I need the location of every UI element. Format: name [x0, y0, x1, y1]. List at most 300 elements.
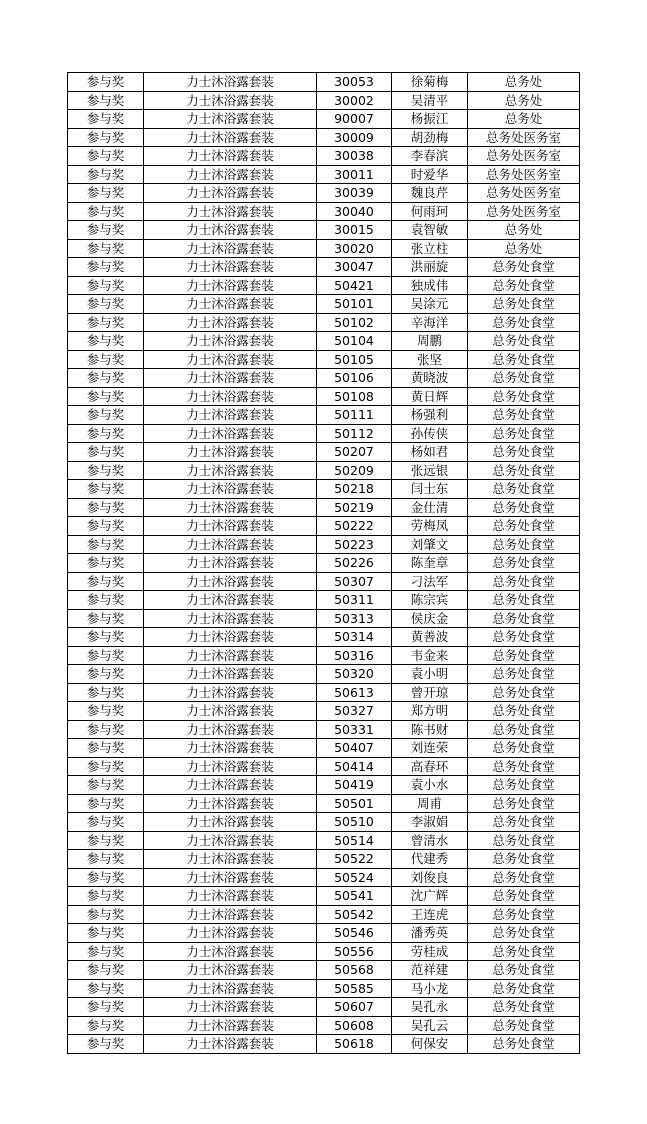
table-row	[68, 776, 580, 795]
employee-id-cell: 50327	[317, 702, 392, 721]
employee-id-cell: 30002	[317, 91, 392, 110]
department-cell: 总务处	[468, 239, 580, 258]
name-cell: 潘秀英	[392, 924, 468, 943]
name-cell: 袁智敏	[392, 221, 468, 240]
award-cell: 参与奖	[68, 998, 144, 1017]
name-cell: 李淑娟	[392, 813, 468, 832]
prize-cell: 力士沐浴露套装	[144, 554, 317, 573]
prize-cell: 力士沐浴露套装	[144, 776, 317, 795]
name-cell: 吴孔永	[392, 998, 468, 1017]
department-cell: 总务处食堂	[468, 998, 580, 1017]
prize-cell: 力士沐浴露套装	[144, 184, 317, 203]
table-row	[68, 720, 580, 739]
table-row	[68, 239, 580, 258]
name-cell: 杨如君	[392, 443, 468, 462]
prize-cell: 力士沐浴露套装	[144, 998, 317, 1017]
name-cell: 何雨珂	[392, 202, 468, 221]
table-row	[68, 1035, 580, 1054]
department-cell: 总务处食堂	[468, 1035, 580, 1054]
department-cell: 总务处食堂	[468, 517, 580, 536]
name-cell: 范祥建	[392, 961, 468, 980]
prize-cell: 力士沐浴露套装	[144, 202, 317, 221]
table-row	[68, 128, 580, 147]
name-cell: 洪丽旋	[392, 258, 468, 277]
table-row	[68, 961, 580, 980]
employee-id-cell: 50313	[317, 609, 392, 628]
prize-cell: 力士沐浴露套装	[144, 1016, 317, 1035]
name-cell: 刘肇文	[392, 535, 468, 554]
table-row	[68, 91, 580, 110]
employee-id-cell: 50219	[317, 498, 392, 517]
prize-cell: 力士沐浴露套装	[144, 73, 317, 92]
table-row	[68, 887, 580, 906]
name-cell: 独成伟	[392, 276, 468, 295]
prize-cell: 力士沐浴露套装	[144, 720, 317, 739]
employee-id-cell: 50501	[317, 794, 392, 813]
award-cell: 参与奖	[68, 295, 144, 314]
prize-cell: 力士沐浴露套装	[144, 517, 317, 536]
table-row	[68, 517, 580, 536]
name-cell: 杨强利	[392, 406, 468, 425]
prize-cell: 力士沐浴露套装	[144, 498, 317, 517]
prize-cell: 力士沐浴露套装	[144, 739, 317, 758]
employee-id-cell: 50222	[317, 517, 392, 536]
department-cell: 总务处食堂	[468, 979, 580, 998]
department-cell: 总务处	[468, 91, 580, 110]
award-cell: 参与奖	[68, 535, 144, 554]
table-row	[68, 794, 580, 813]
department-cell: 总务处食堂	[468, 757, 580, 776]
prize-cell: 力士沐浴露套装	[144, 295, 317, 314]
prize-cell: 力士沐浴露套装	[144, 110, 317, 129]
department-cell: 总务处食堂	[468, 813, 580, 832]
name-cell: 曾开琼	[392, 683, 468, 702]
award-cell: 参与奖	[68, 868, 144, 887]
department-cell: 总务处食堂	[468, 942, 580, 961]
department-cell: 总务处食堂	[468, 276, 580, 295]
award-cell: 参与奖	[68, 554, 144, 573]
department-cell: 总务处食堂	[468, 905, 580, 924]
table-row	[68, 406, 580, 425]
employee-id-cell: 50106	[317, 369, 392, 388]
employee-id-cell: 30047	[317, 258, 392, 277]
table-row	[68, 609, 580, 628]
award-cell: 参与奖	[68, 887, 144, 906]
department-cell: 总务处食堂	[468, 794, 580, 813]
employee-id-cell: 50320	[317, 665, 392, 684]
department-cell: 总务处食堂	[468, 720, 580, 739]
employee-id-cell: 50608	[317, 1016, 392, 1035]
table-row	[68, 221, 580, 240]
employee-id-cell: 50226	[317, 554, 392, 573]
prize-cell: 力士沐浴露套装	[144, 480, 317, 499]
name-cell: 徐菊梅	[392, 73, 468, 92]
name-cell: 代建秀	[392, 850, 468, 869]
award-cell: 参与奖	[68, 794, 144, 813]
prize-cell: 力士沐浴露套装	[144, 313, 317, 332]
employee-id-cell: 50421	[317, 276, 392, 295]
table-row	[68, 924, 580, 943]
department-cell: 总务处食堂	[468, 961, 580, 980]
award-cell: 参与奖	[68, 424, 144, 443]
table-row	[68, 813, 580, 832]
table-row	[68, 332, 580, 351]
department-cell: 总务处食堂	[468, 387, 580, 406]
award-cell: 参与奖	[68, 498, 144, 517]
department-cell: 总务处食堂	[468, 461, 580, 480]
award-cell: 参与奖	[68, 1035, 144, 1054]
department-cell: 总务处医务室	[468, 184, 580, 203]
award-cell: 参与奖	[68, 165, 144, 184]
department-cell: 总务处食堂	[468, 424, 580, 443]
table-row	[68, 461, 580, 480]
award-cell: 参与奖	[68, 239, 144, 258]
employee-id-cell: 50307	[317, 572, 392, 591]
award-cell: 参与奖	[68, 720, 144, 739]
prize-cell: 力士沐浴露套装	[144, 165, 317, 184]
award-cell: 参与奖	[68, 591, 144, 610]
award-cell: 参与奖	[68, 850, 144, 869]
employee-id-cell: 50510	[317, 813, 392, 832]
employee-id-cell: 50542	[317, 905, 392, 924]
name-cell: 金仕清	[392, 498, 468, 517]
department-cell: 总务处医务室	[468, 128, 580, 147]
name-cell: 陈奎章	[392, 554, 468, 573]
prize-cell: 力士沐浴露套装	[144, 332, 317, 351]
prize-cell: 力士沐浴露套装	[144, 350, 317, 369]
name-cell: 沈广辉	[392, 887, 468, 906]
table-row	[68, 369, 580, 388]
employee-id-cell: 50112	[317, 424, 392, 443]
table-row	[68, 350, 580, 369]
award-cell: 参与奖	[68, 776, 144, 795]
employee-id-cell: 30053	[317, 73, 392, 92]
table-row	[68, 942, 580, 961]
name-cell: 杨振江	[392, 110, 468, 129]
prize-cell: 力士沐浴露套装	[144, 239, 317, 258]
employee-id-cell: 50514	[317, 831, 392, 850]
prize-list-table	[67, 72, 580, 1054]
department-cell: 总务处食堂	[468, 1016, 580, 1035]
prize-cell: 力士沐浴露套装	[144, 702, 317, 721]
award-cell: 参与奖	[68, 313, 144, 332]
table-row	[68, 184, 580, 203]
award-cell: 参与奖	[68, 276, 144, 295]
department-cell: 总务处食堂	[468, 646, 580, 665]
table-row	[68, 295, 580, 314]
prize-cell: 力士沐浴露套装	[144, 683, 317, 702]
prize-cell: 力士沐浴露套装	[144, 276, 317, 295]
employee-id-cell: 50316	[317, 646, 392, 665]
employee-id-cell: 50541	[317, 887, 392, 906]
name-cell: 刘俊良	[392, 868, 468, 887]
table-row	[68, 480, 580, 499]
award-cell: 参与奖	[68, 202, 144, 221]
table-row	[68, 868, 580, 887]
prize-cell: 力士沐浴露套装	[144, 905, 317, 924]
award-cell: 参与奖	[68, 646, 144, 665]
department-cell: 总务处	[468, 110, 580, 129]
employee-id-cell: 50314	[317, 628, 392, 647]
employee-id-cell: 50311	[317, 591, 392, 610]
department-cell: 总务处医务室	[468, 165, 580, 184]
department-cell: 总务处食堂	[468, 683, 580, 702]
employee-id-cell: 50101	[317, 295, 392, 314]
department-cell: 总务处医务室	[468, 202, 580, 221]
prize-cell: 力士沐浴露套装	[144, 794, 317, 813]
employee-id-cell: 90007	[317, 110, 392, 129]
name-cell: 张立柱	[392, 239, 468, 258]
prize-cell: 力士沐浴露套装	[144, 868, 317, 887]
name-cell: 魏良芹	[392, 184, 468, 203]
prize-cell: 力士沐浴露套装	[144, 924, 317, 943]
award-cell: 参与奖	[68, 979, 144, 998]
name-cell: 陈宗宾	[392, 591, 468, 610]
award-cell: 参与奖	[68, 813, 144, 832]
table-row	[68, 202, 580, 221]
name-cell: 韦金来	[392, 646, 468, 665]
prize-cell: 力士沐浴露套装	[144, 461, 317, 480]
department-cell: 总务处食堂	[468, 369, 580, 388]
table-row	[68, 554, 580, 573]
department-cell: 总务处食堂	[468, 924, 580, 943]
name-cell: 李春滨	[392, 147, 468, 166]
employee-id-cell: 50111	[317, 406, 392, 425]
employee-id-cell: 50613	[317, 683, 392, 702]
employee-id-cell: 50585	[317, 979, 392, 998]
prize-cell: 力士沐浴露套装	[144, 757, 317, 776]
award-cell: 参与奖	[68, 332, 144, 351]
name-cell: 郑方明	[392, 702, 468, 721]
employee-id-cell: 50104	[317, 332, 392, 351]
employee-id-cell: 30038	[317, 147, 392, 166]
award-cell: 参与奖	[68, 665, 144, 684]
employee-id-cell: 50102	[317, 313, 392, 332]
award-cell: 参与奖	[68, 406, 144, 425]
table-row	[68, 979, 580, 998]
employee-id-cell: 50209	[317, 461, 392, 480]
prize-cell: 力士沐浴露套装	[144, 850, 317, 869]
department-cell: 总务处	[468, 221, 580, 240]
department-cell: 总务处食堂	[468, 295, 580, 314]
prize-cell: 力士沐浴露套装	[144, 91, 317, 110]
department-cell: 总务处食堂	[468, 535, 580, 554]
table-row	[68, 739, 580, 758]
employee-id-cell: 30040	[317, 202, 392, 221]
name-cell: 黄日辉	[392, 387, 468, 406]
prize-cell: 力士沐浴露套装	[144, 887, 317, 906]
table-row	[68, 424, 580, 443]
employee-id-cell: 50546	[317, 924, 392, 943]
table-row	[68, 387, 580, 406]
prize-cell: 力士沐浴露套装	[144, 591, 317, 610]
name-cell: 吴涂元	[392, 295, 468, 314]
name-cell: 马小龙	[392, 979, 468, 998]
award-cell: 参与奖	[68, 905, 144, 924]
prize-cell: 力士沐浴露套装	[144, 1035, 317, 1054]
award-cell: 参与奖	[68, 1016, 144, 1035]
award-cell: 参与奖	[68, 443, 144, 462]
award-cell: 参与奖	[68, 461, 144, 480]
table-row	[68, 683, 580, 702]
table-row	[68, 443, 580, 462]
award-cell: 参与奖	[68, 110, 144, 129]
table-row	[68, 165, 580, 184]
award-cell: 参与奖	[68, 831, 144, 850]
employee-id-cell: 50223	[317, 535, 392, 554]
table-row	[68, 73, 580, 92]
award-cell: 参与奖	[68, 572, 144, 591]
name-cell: 张远银	[392, 461, 468, 480]
award-cell: 参与奖	[68, 924, 144, 943]
table-row	[68, 850, 580, 869]
employee-id-cell: 30015	[317, 221, 392, 240]
table-row	[68, 665, 580, 684]
department-cell: 总务处食堂	[468, 609, 580, 628]
name-cell: 劳桂成	[392, 942, 468, 961]
department-cell: 总务处食堂	[468, 591, 580, 610]
employee-id-cell: 50419	[317, 776, 392, 795]
prize-cell: 力士沐浴露套装	[144, 665, 317, 684]
award-cell: 参与奖	[68, 128, 144, 147]
department-cell: 总务处食堂	[468, 887, 580, 906]
award-cell: 参与奖	[68, 628, 144, 647]
prize-cell: 力士沐浴露套装	[144, 961, 317, 980]
name-cell: 辛海洋	[392, 313, 468, 332]
table-row	[68, 628, 580, 647]
table-row	[68, 1016, 580, 1035]
award-cell: 参与奖	[68, 480, 144, 499]
name-cell: 黄晓波	[392, 369, 468, 388]
prize-cell: 力士沐浴露套装	[144, 369, 317, 388]
prize-cell: 力士沐浴露套装	[144, 646, 317, 665]
department-cell: 总务处食堂	[468, 628, 580, 647]
table-row	[68, 147, 580, 166]
name-cell: 孙传侠	[392, 424, 468, 443]
award-cell: 参与奖	[68, 258, 144, 277]
prize-cell: 力士沐浴露套装	[144, 258, 317, 277]
table-row	[68, 276, 580, 295]
name-cell: 袁小水	[392, 776, 468, 795]
employee-id-cell: 30039	[317, 184, 392, 203]
name-cell: 张坚	[392, 350, 468, 369]
employee-id-cell: 50105	[317, 350, 392, 369]
department-cell: 总务处食堂	[468, 702, 580, 721]
department-cell: 总务处食堂	[468, 406, 580, 425]
employee-id-cell: 50607	[317, 998, 392, 1017]
prize-cell: 力士沐浴露套装	[144, 406, 317, 425]
department-cell: 总务处医务室	[468, 147, 580, 166]
award-cell: 参与奖	[68, 942, 144, 961]
employee-id-cell: 50522	[317, 850, 392, 869]
award-cell: 参与奖	[68, 757, 144, 776]
prize-cell: 力士沐浴露套装	[144, 128, 317, 147]
table-row	[68, 702, 580, 721]
employee-id-cell: 50568	[317, 961, 392, 980]
name-cell: 曾清水	[392, 831, 468, 850]
name-cell: 刁法军	[392, 572, 468, 591]
table-row	[68, 757, 580, 776]
prize-cell: 力士沐浴露套装	[144, 813, 317, 832]
name-cell: 陈书财	[392, 720, 468, 739]
name-cell: 高春环	[392, 757, 468, 776]
employee-id-cell: 50556	[317, 942, 392, 961]
prize-cell: 力士沐浴露套装	[144, 221, 317, 240]
department-cell: 总务处食堂	[468, 665, 580, 684]
prize-cell: 力士沐浴露套装	[144, 572, 317, 591]
name-cell: 黄善波	[392, 628, 468, 647]
name-cell: 刘连荣	[392, 739, 468, 758]
employee-id-cell: 30009	[317, 128, 392, 147]
table-row	[68, 905, 580, 924]
employee-id-cell: 50414	[317, 757, 392, 776]
name-cell: 时爱华	[392, 165, 468, 184]
prize-cell: 力士沐浴露套装	[144, 535, 317, 554]
name-cell: 王连虎	[392, 905, 468, 924]
employee-id-cell: 50407	[317, 739, 392, 758]
award-cell: 参与奖	[68, 221, 144, 240]
prize-cell: 力士沐浴露套装	[144, 831, 317, 850]
table-row	[68, 572, 580, 591]
employee-id-cell: 50331	[317, 720, 392, 739]
table-row	[68, 313, 580, 332]
prize-cell: 力士沐浴露套装	[144, 424, 317, 443]
department-cell: 总务处食堂	[468, 572, 580, 591]
department-cell: 总务处食堂	[468, 332, 580, 351]
table-row	[68, 498, 580, 517]
name-cell: 何保安	[392, 1035, 468, 1054]
department-cell: 总务处食堂	[468, 739, 580, 758]
employee-id-cell: 50108	[317, 387, 392, 406]
award-cell: 参与奖	[68, 739, 144, 758]
department-cell: 总务处食堂	[468, 313, 580, 332]
table-row	[68, 258, 580, 277]
name-cell: 吴孔云	[392, 1016, 468, 1035]
department-cell: 总务处食堂	[468, 831, 580, 850]
employee-id-cell: 50218	[317, 480, 392, 499]
prize-cell: 力士沐浴露套装	[144, 147, 317, 166]
department-cell: 总务处食堂	[468, 850, 580, 869]
award-cell: 参与奖	[68, 73, 144, 92]
department-cell: 总务处食堂	[468, 480, 580, 499]
department-cell: 总务处食堂	[468, 554, 580, 573]
award-cell: 参与奖	[68, 702, 144, 721]
department-cell: 总务处食堂	[468, 868, 580, 887]
award-cell: 参与奖	[68, 387, 144, 406]
prize-cell: 力士沐浴露套装	[144, 942, 317, 961]
name-cell: 胡劲梅	[392, 128, 468, 147]
table-row	[68, 110, 580, 129]
table-row	[68, 998, 580, 1017]
award-cell: 参与奖	[68, 683, 144, 702]
employee-id-cell: 50618	[317, 1035, 392, 1054]
name-cell: 周甫	[392, 794, 468, 813]
department-cell: 总务处食堂	[468, 350, 580, 369]
department-cell: 总务处食堂	[468, 498, 580, 517]
table-row	[68, 646, 580, 665]
prize-list-body	[68, 73, 580, 1054]
table-row	[68, 591, 580, 610]
prize-cell: 力士沐浴露套装	[144, 387, 317, 406]
name-cell: 吴清平	[392, 91, 468, 110]
department-cell: 总务处食堂	[468, 443, 580, 462]
prize-cell: 力士沐浴露套装	[144, 443, 317, 462]
employee-id-cell: 50207	[317, 443, 392, 462]
department-cell: 总务处食堂	[468, 258, 580, 277]
award-cell: 参与奖	[68, 91, 144, 110]
award-cell: 参与奖	[68, 350, 144, 369]
award-cell: 参与奖	[68, 147, 144, 166]
